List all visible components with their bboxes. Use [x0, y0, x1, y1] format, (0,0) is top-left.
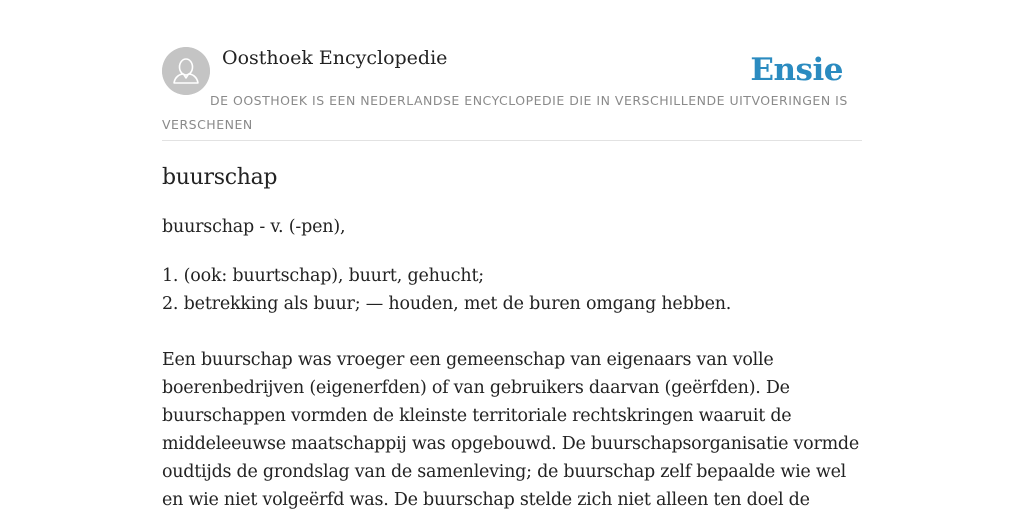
body-line: boerenbedrijven (eigenerfden) of van gebruikers daarvan (geërfden). De	[162, 378, 790, 398]
body-line: en wie niet volgeërfd was. De buurschap stelde zich niet alleen ten doel de	[162, 490, 810, 510]
site-header	[162, 46, 862, 141]
entry-senses	[162, 262, 862, 318]
sense-item: 2. betrekking als buur; — houden, met de buren omgang hebben.	[162, 294, 732, 314]
avatar[interactable]	[162, 47, 210, 95]
body-line: middeleeuwse maatschappij was opgebouwd. De buurschapsorganisatie vormde	[162, 434, 859, 454]
entry-title: buurschap	[162, 165, 278, 190]
user-icon	[162, 47, 210, 95]
body-line: oudtijds de grondslag van de samenleving; de buurschap zelf bepaalde wie wel	[162, 462, 847, 482]
site-tagline: DE OOSTHOEK IS EEN NEDERLANDSE ENCYCLOPEDIE DIE IN VERSCHILLENDE UITVOERINGEN IS VERSCHENEN	[162, 93, 848, 132]
sense-item: 1. (ook: buurtschap), buurt, gehucht;	[162, 266, 484, 286]
site-name-link[interactable]: Oosthoek Encyclopedie	[222, 47, 448, 69]
body-line: buurschappen vormden de kleinste territoriale rechtskringen waaruit de	[162, 406, 792, 426]
brand-logo-link[interactable]: Ensie	[750, 52, 843, 88]
entry-headword: buurschap - v. (-pen),	[162, 217, 346, 237]
entry-content	[162, 160, 862, 512]
entry-body	[162, 346, 862, 512]
body-line: Een buurschap was vroeger een gemeenschap van eigenaars van volle	[162, 350, 774, 370]
